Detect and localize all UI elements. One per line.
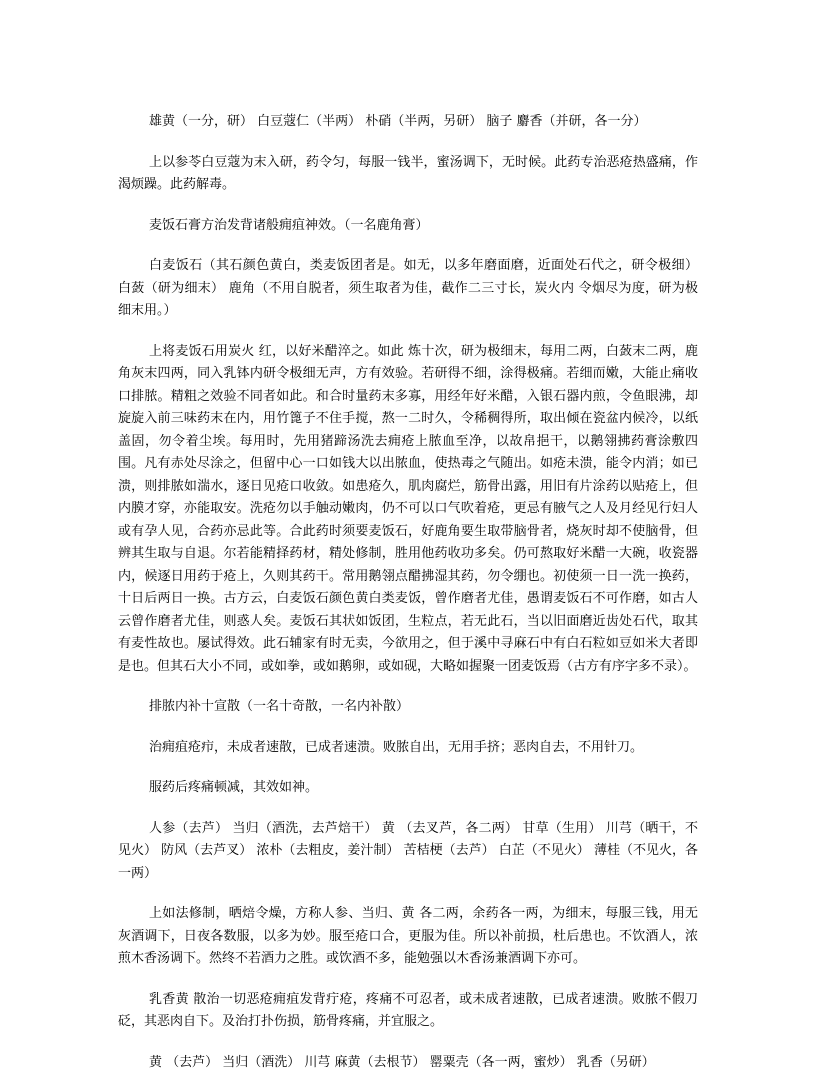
recipe-title-shixuansan: 排脓内补十宣散（一名十奇散，一名内补散） — [118, 696, 698, 719]
recipe-title-ruxiang: 乳香黄 散治一切恶疮痈疽发背疔疮，疼痛不可忍者，或未成者速散，已成者速溃。败脓不假刀砭，其恶肉自下。及治打扑伤损，筋骨疼痛，并宜服之。 — [118, 989, 698, 1034]
ingredient-list-2: 白麦饭石（其石颜色黄白，类麦饭团者是。如无，以多年磨面磨，近面处石代之，研令极细） 白蔹（研为细末） 鹿角（不用自脱者，须生取者为佳，截作二三寸长，炭火内 令烟尽为度，研为极细末用。） — [118, 255, 698, 323]
preparation-text-2: 上将麦饭石用炭火 红，以好米醋淬之。如此 炼十次，研为极细末，每用二两，白蔹末二两，鹿角灰末四两，同入乳钵内研令极细无声，方有效验。若研得不细，涂得极痛。若细而嫩，大能止痛收口排脓。精粗之效验不同者如此。和合时量药末多寡，用经年好米醋，入银石器内煎，令鱼眼沸，却旋旋入前三味药末在内，用竹篦子不住手搅，熬一二时久，令稀稠得所，取出倾在瓷盆内候冷，以纸盖固，勿令着尘埃。每用时，先用猪蹄汤洗去痈疮上脓血至净，以故帛挹干，以鹅翎拂药膏涂敷四围。凡有赤处尽涂之，但留中心一口如钱大以出脓血，使热毒之气随出。如疮未溃，能令内消；如已溃，则排脓如湍水，逐日见疮口收敛。如患疮久，肌肉腐烂，筋骨出露，用旧有片涂药以贴疮上，但内膜才穿，亦能取安。洗疮勿以手触动嫩肉，仍不可以口气吹着疮，更忌有腋气之人及月经见行妇人或有孕人见，合药亦忌此等。合此药时须要麦饭石，好鹿角要生取带脑骨者，烧灰时却不使脑骨，但辨其生取与自退。尔若能精择药材，精处修制，胜用他药收功多矣。仍可熬取好米醋一大碗，收瓷器内，候逐日用药于疮上，久则其药干。常用鹅翎点醋拂湿其药，勿令绷也。初使须一日一洗一换药，十日后两日一换。古方云，白麦饭石颜色黄白类麦饭，曾作磨者尤佳，愚谓麦饭石不可作磨，如古人云曾作磨者尤佳，则惑人矣。麦饭石其状如饭团，生粒点，若无此石，当以旧面磨近齿处石代，取其有麦性故也。屡试得效。此石辅家有时无卖，今欲用之，但于溪中寻麻石中有白石粒如豆如米大者即是也。但其石大小不同，或如拳，或如鹅卵，或如砚，大略如握聚一团麦饭焉（古方有序字多不录）。 — [118, 341, 698, 679]
preparation-text-1: 上以参苓白豆蔻为末入研，药令匀，每服一钱半，蜜汤调下，无时候。此药专治恶疮热盛痛，作渴烦躁。此药解毒。 — [118, 152, 698, 197]
recipe-title-maifanshi: 麦饭石膏方治发背诸般痈疽神效。（一名鹿角膏） — [118, 215, 698, 238]
preparation-text-3: 上如法修制，晒焙令燥，方称人参、当归、黄 各二两，余药各一两，为细末，每服三钱，用无灰酒调下，日夜各数服，以多为妙。服至疮口合，更服为佳。所以补前损，杜后患也。不饮酒人，浓煎木香汤调下。然终不若酒力之胜。或饮酒不多，能勉强以木香汤兼酒调下亦可。 — [118, 903, 698, 971]
indication-text: 治痈疽疮疖，未成者速散，已成者速溃。败脓自出，无用手挤；恶肉自去，不用针刀。 — [118, 737, 698, 760]
ingredient-list-3: 人参（去芦） 当归（酒洗，去芦焙干） 黄 （去叉芦，各二两） 甘草（生用） 川芎（晒干，不见火） 防风（去芦叉） 浓朴（去粗皮，姜汁制） 苦桔梗（去芦） 白芷（不见火） 薄桂（不见火，各一两） — [118, 818, 698, 886]
effect-text: 服药后疼痛顿减，其效如神。 — [118, 777, 698, 800]
ingredient-list-1: 雄黄（一分，研） 白豆蔻仁（半两） 朴硝（半两，另研） 脑子 麝香（并研，各一分） — [118, 111, 698, 134]
ingredient-list-4: 黄 （去芦） 当归（酒洗） 川芎 麻黄（去根节） 罂粟壳（各一两，蜜炒） 乳香（另研） — [118, 1052, 698, 1074]
